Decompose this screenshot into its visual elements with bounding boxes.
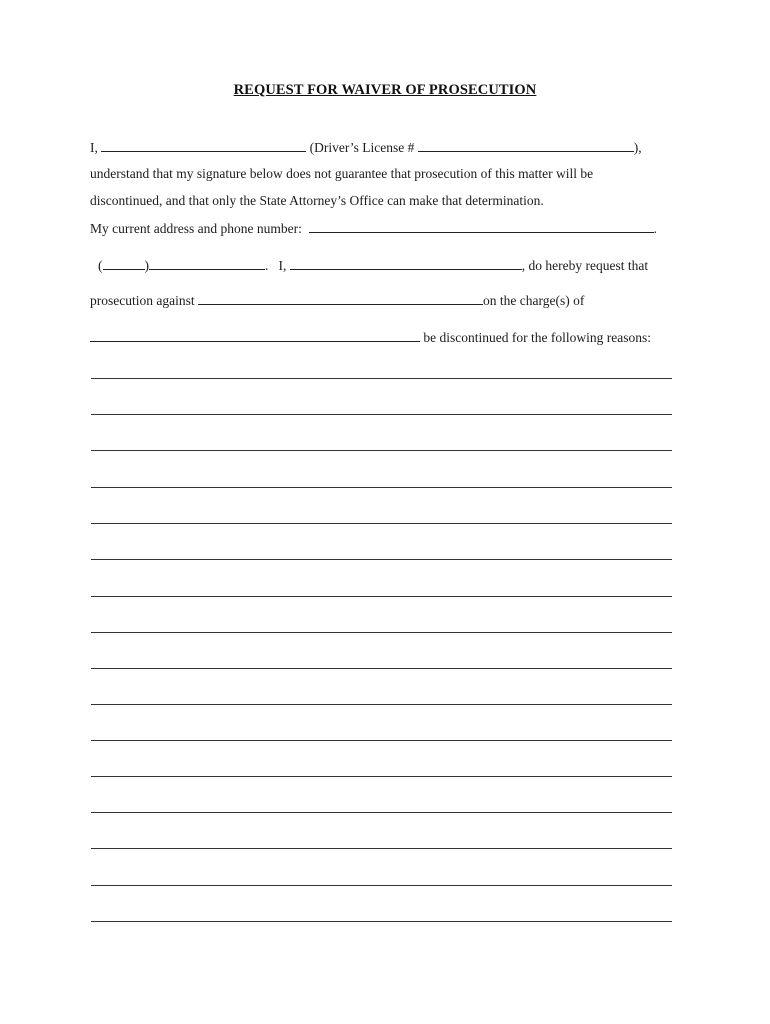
defendant-name-field[interactable] [198,292,483,305]
prosecution-against-label: prosecution against [90,293,198,308]
form-title: REQUEST FOR WAIVER OF PROSECUTION [233,82,537,98]
license-suffix: ), [633,140,642,155]
license-label: (Driver’s License # [306,140,418,155]
reason-line[interactable] [91,921,672,922]
name-field[interactable] [101,139,306,152]
statement-line-1: understand that my signature below does not guarantee that prosecution of this matter will be [90,166,594,181]
statement-line-2: discontinued, and that only the State Attorney’s Office can make that determination. [90,193,544,208]
address-phone-label: My current address and phone number: [90,221,309,236]
phone-request-line [98,257,648,274]
reasons-label: be discontinued for the following reasons: [420,330,651,345]
reason-line[interactable] [91,848,672,849]
phone-number-field[interactable] [149,257,265,270]
reason-line[interactable] [91,450,672,451]
address-phone-suffix: . [653,221,657,236]
reason-line[interactable] [91,812,672,813]
drivers-license-field[interactable] [418,139,634,152]
requester-name-field[interactable] [290,257,522,270]
reason-line[interactable] [91,596,672,597]
reason-line[interactable] [91,559,672,560]
address-phone-field[interactable] [309,220,654,233]
area-code-field[interactable] [103,257,145,270]
reason-line[interactable] [91,740,672,741]
reason-line[interactable] [91,776,672,777]
reason-line[interactable] [91,378,672,379]
request-suffix: , do hereby request that [521,258,649,273]
requester-prefix: . I, [265,258,290,273]
prosecution-against-line [90,292,584,309]
charges-field[interactable] [90,329,420,342]
area-code-open: ( [98,258,103,273]
charges-line [90,329,651,346]
area-code-close: ) [144,258,149,273]
reason-line[interactable] [91,414,672,415]
name-prefix: I, [90,140,102,155]
reason-line[interactable] [91,668,672,669]
reason-line[interactable] [91,704,672,705]
reason-line[interactable] [91,632,672,633]
reason-line[interactable] [91,523,672,524]
charges-label: on the charge(s) of [482,293,585,308]
address-phone-line [90,220,657,237]
name-license-line [90,139,642,156]
reason-line[interactable] [91,885,672,886]
reason-line[interactable] [91,487,672,488]
